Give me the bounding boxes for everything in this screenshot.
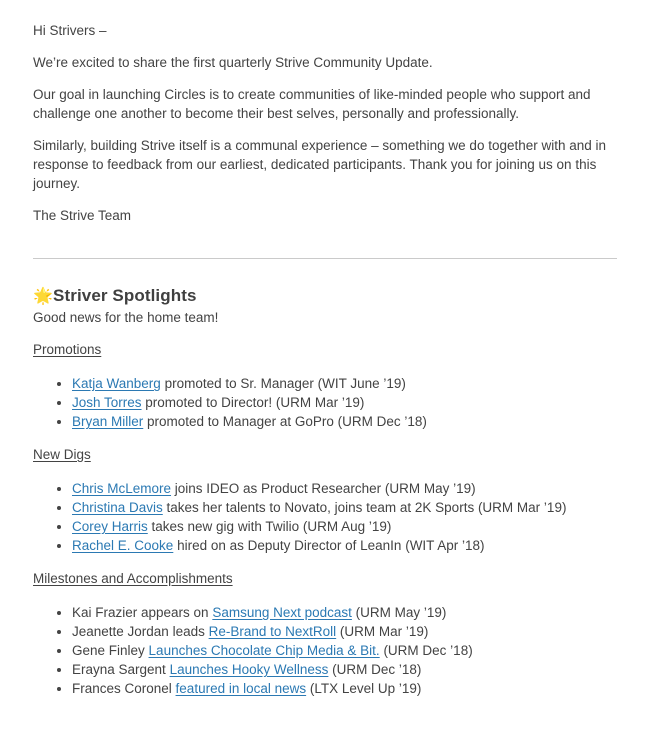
story-link[interactable]: Re-Brand to NextRoll (208, 624, 337, 639)
item-text-post: promoted to Director! (URM Mar ’19) (141, 395, 365, 410)
item-text-pre: Jeanette Jordan leads (72, 624, 209, 639)
item-text-pre: Erayna Sargent (72, 662, 170, 677)
item-text-post: promoted to Manager at GoPro (URM Dec ’18) (143, 414, 427, 429)
item-text-post: takes her talents to Novato, joins team at 2K Sports (URM Mar ’19) (162, 500, 567, 515)
item-text-post: (URM Mar ’19) (336, 624, 429, 639)
item-text-post: (URM Dec ’18) (328, 662, 422, 677)
item-text-post: takes new gig with Twilio (URM Aug ’19) (147, 519, 392, 534)
list-item (72, 622, 617, 641)
list-item (72, 536, 617, 555)
spotlights-title: Striver Spotlights (53, 286, 197, 305)
intro-paragraph: We’re excited to share the first quarterly Strive Community Update. (33, 55, 433, 70)
list-item (72, 479, 617, 498)
item-text-post: hired on as Deputy Director of LeanIn (WIT Apr ’18) (173, 538, 485, 553)
list-item (72, 660, 617, 679)
person-link[interactable]: Chris McLemore (72, 481, 172, 496)
section-label-promotions: Promotions (33, 342, 102, 357)
spotlights-subtitle: Good news for the home team! (33, 310, 219, 325)
list-item (72, 517, 617, 536)
person-link[interactable]: Rachel E. Cooke (72, 538, 174, 553)
intro-paragraph: Similarly, building Strive itself is a communal experience – something we do together with and in response to feedback from our earliest, dedicated participants. Thank you for joining us on this journey. (33, 138, 607, 191)
story-link[interactable]: featured in local news (175, 681, 307, 696)
item-text-post: (URM May ’19) (351, 605, 447, 620)
list-item (72, 679, 617, 698)
glowing-star-icon: 🌟 (33, 288, 54, 305)
list-item (72, 498, 617, 517)
story-link[interactable]: Launches Hooky Wellness (169, 662, 329, 677)
section-label-milestones: Milestones and Accomplishments (33, 571, 233, 586)
list-item (72, 603, 617, 622)
item-text-pre: Kai Frazier appears on (72, 605, 213, 620)
signoff: The Strive Team (33, 208, 132, 223)
item-text-post: (LTX Level Up ’19) (306, 681, 422, 696)
story-link[interactable]: Samsung Next podcast (212, 605, 352, 620)
list-item (72, 374, 617, 393)
person-link[interactable]: Katja Wanberg (72, 376, 161, 391)
intro-paragraph: Our goal in launching Circles is to create communities of like-minded people who support and challenge one another to become their best selves, personally and professionally. (33, 87, 591, 121)
item-text-pre: Gene Finley (72, 643, 149, 658)
milestones-list (33, 603, 617, 698)
item-text-post: joins IDEO as Product Researcher (URM May ’19) (171, 481, 476, 496)
person-link[interactable]: Corey Harris (72, 519, 148, 534)
item-text-pre: Frances Coronel (72, 681, 176, 696)
person-link[interactable]: Bryan Miller (72, 414, 144, 429)
item-text-post: promoted to Sr. Manager (WIT June ’19) (160, 376, 406, 391)
spotlights-heading (33, 286, 617, 306)
section-label-new-digs: New Digs (33, 447, 91, 462)
person-link[interactable]: Christina Davis (72, 500, 163, 515)
list-item (72, 393, 617, 412)
list-item (72, 641, 617, 660)
list-item (72, 412, 617, 431)
greeting: Hi Strivers – (33, 23, 107, 38)
story-link[interactable]: Launches Chocolate Chip Media & Bit. (148, 643, 380, 658)
section-divider (33, 258, 617, 259)
person-link[interactable]: Josh Torres (72, 395, 142, 410)
item-text-post: (URM Dec ’18) (379, 643, 473, 658)
promotions-list (33, 374, 617, 431)
new-digs-list (33, 479, 617, 555)
